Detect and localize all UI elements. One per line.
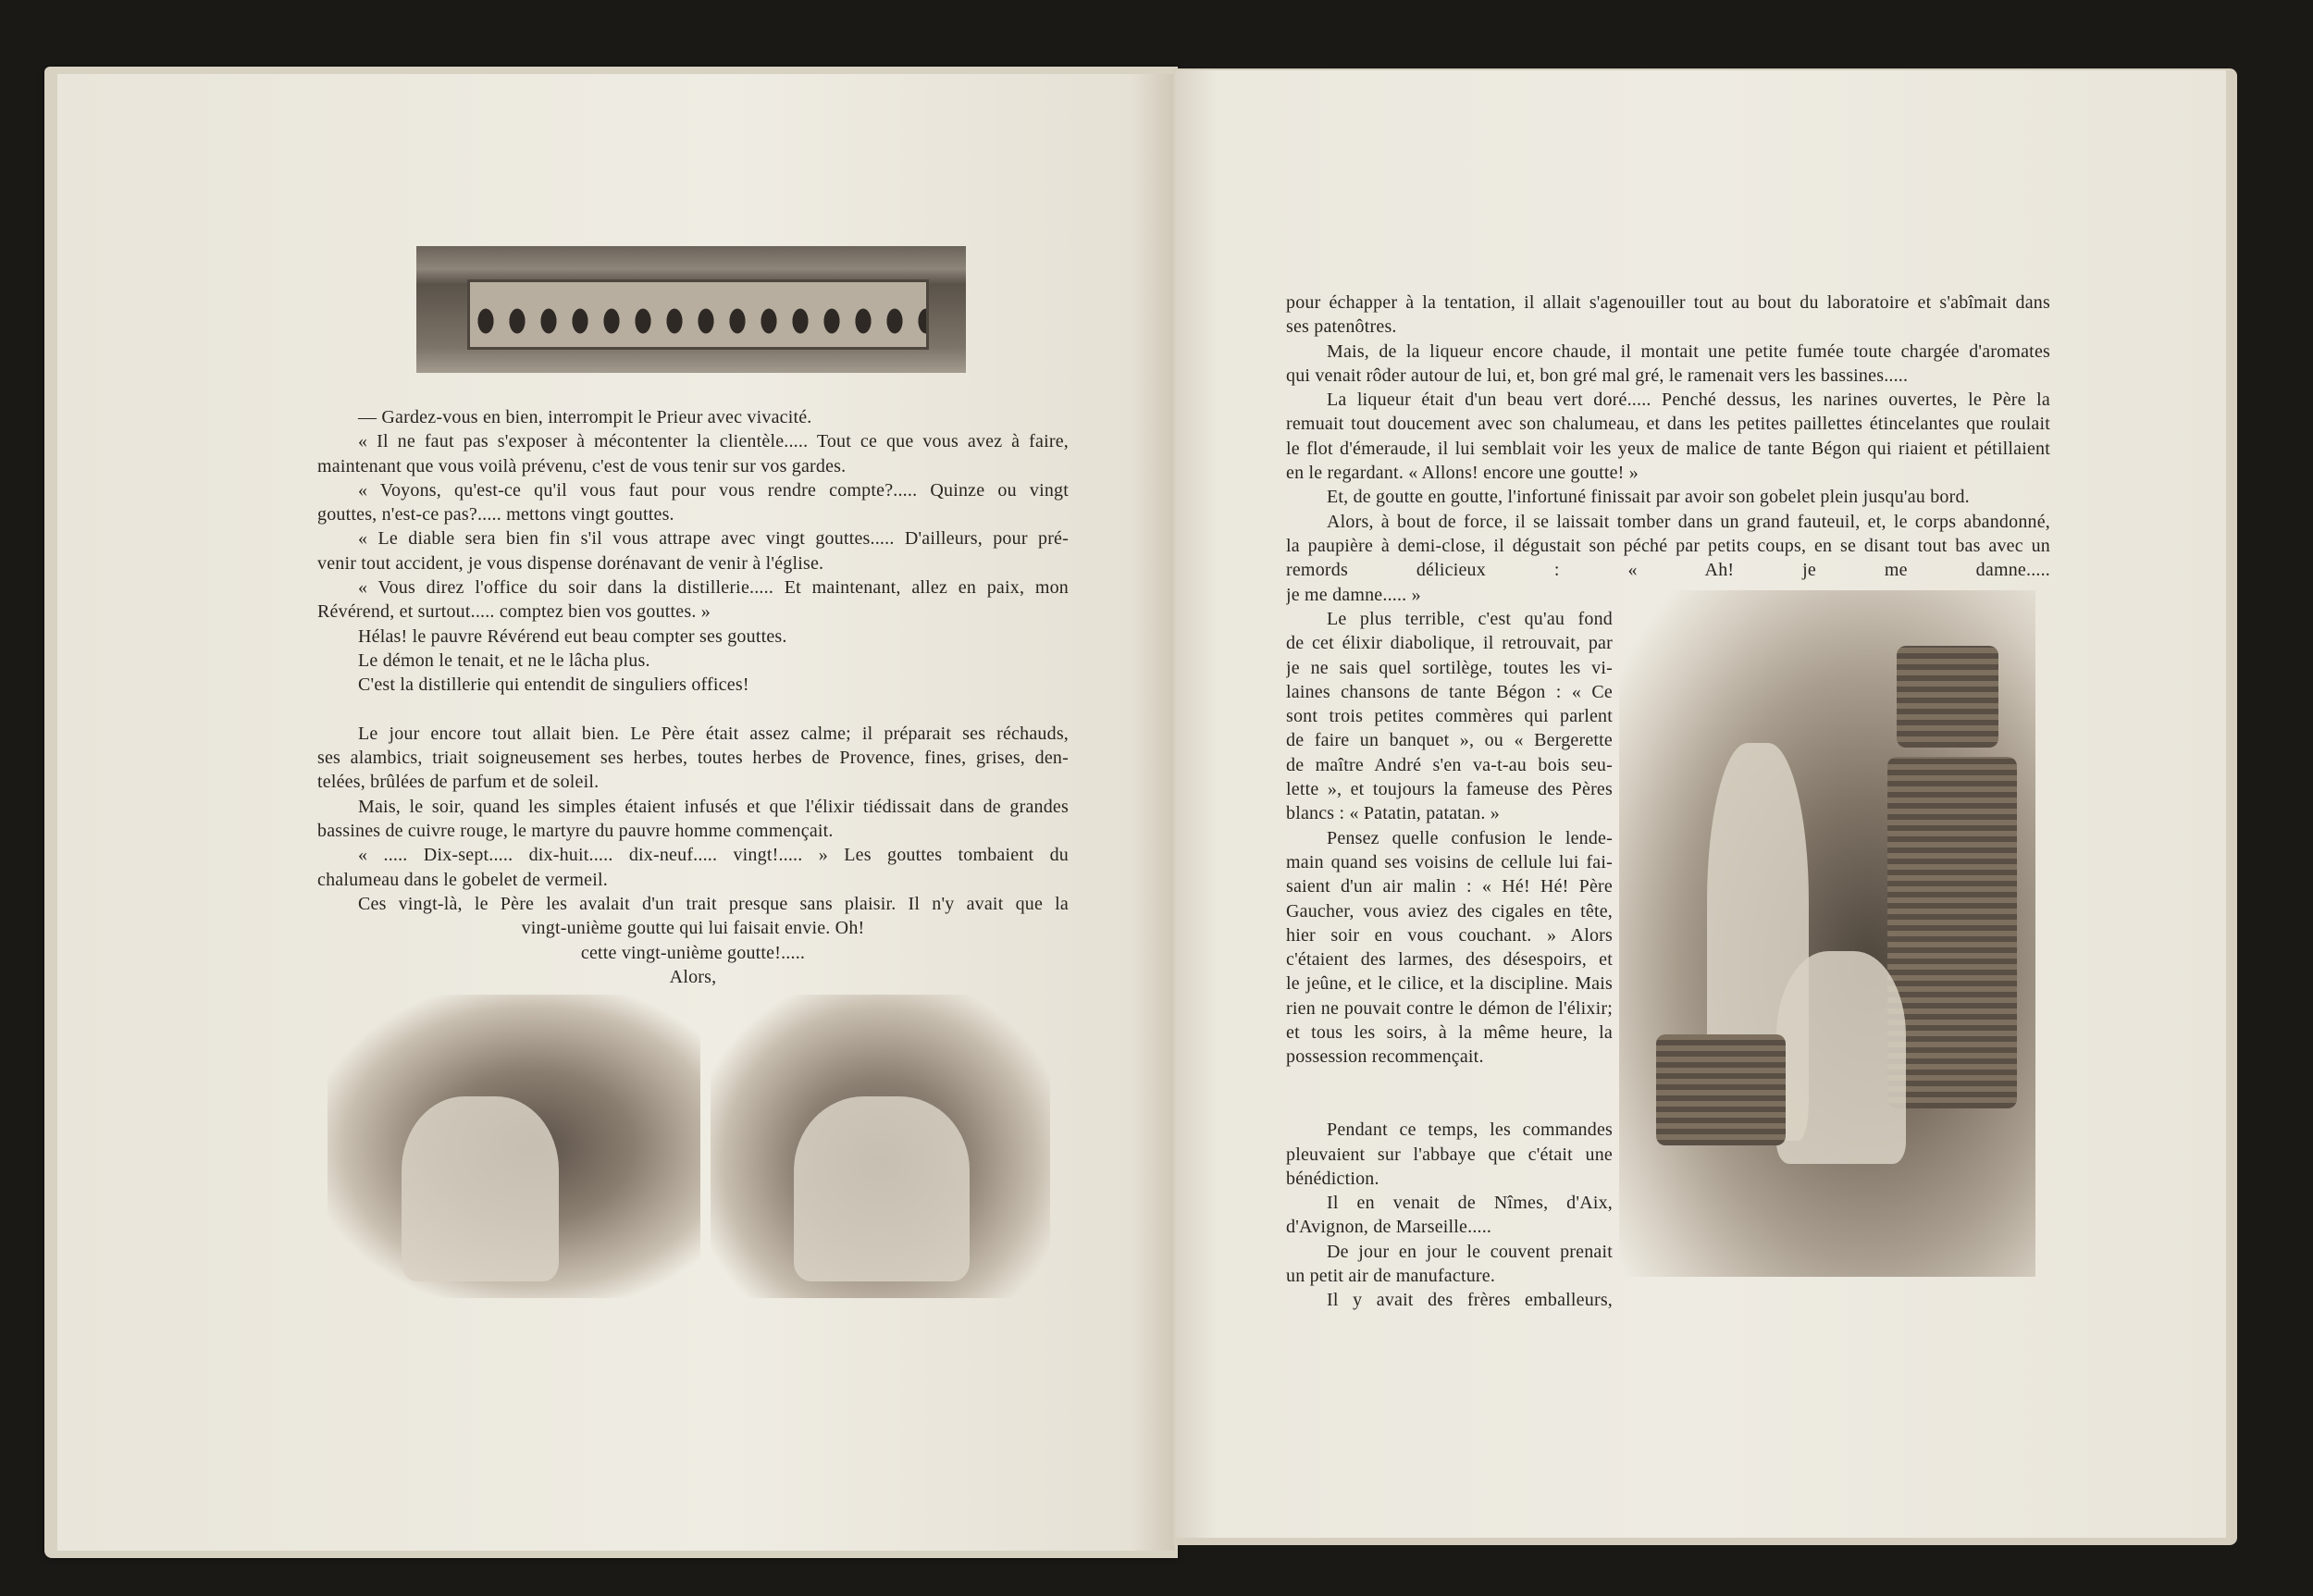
text-line: ses alambics, triait soigneusement ses herbes, toutes herbes de Provence, fines, grises, den- — [317, 748, 1069, 769]
text-line: bassines de cuivre rouge, le martyre du pauvre homme commençait. — [317, 821, 834, 842]
paragraph — [317, 795, 1069, 844]
photo-monk-drinking — [328, 995, 700, 1298]
text-line: maintenant que vous voilà prévenu, c'est de vous tenir sur vos gardes. — [317, 455, 847, 476]
right-page-text-wide — [1286, 291, 2050, 607]
text-line: remords délicieux : « Ah! je me damne..... — [1286, 560, 2050, 581]
kneeling-monk-figure — [1776, 951, 1906, 1164]
paragraph — [1286, 826, 1613, 1070]
paragraph — [1286, 1240, 1613, 1289]
basket — [1656, 1034, 1786, 1145]
text-line: Hélas! le pauvre Révérend eut beau compter ses gouttes. — [358, 625, 787, 647]
paragraph-gap — [1286, 1094, 1613, 1118]
monk-figure — [402, 1096, 559, 1281]
basket — [1897, 646, 1998, 748]
paragraph — [317, 649, 1069, 673]
gothic-frieze-photo — [416, 246, 966, 373]
text-line: le flot d'émeraude, il lui semblait voir les yeux de malice de tante Bégon qui riaient et pétillaient — [1286, 438, 2050, 459]
text-line: ses patenôtres. — [1286, 316, 1397, 338]
text-line: main quand ses voisins de cellule lui fai- — [1286, 851, 1613, 872]
paragraph — [1286, 1191, 1613, 1240]
text-line: Ces vingt-là, le Père les avalait d'un trait presque sans plaisir. Il n'y avait que la — [358, 893, 1069, 914]
text-line: le jeûne, et le cilice, et la discipline. Mais — [1286, 973, 1613, 995]
text-line: cette vingt-unième goutte!..... — [580, 942, 806, 963]
text-line: de maître André s'en va-t-au bois seu- — [1286, 754, 1613, 775]
text-line: vingt-unième goutte qui lui faisait envie. Oh! — [521, 918, 865, 939]
paragraph — [317, 405, 1069, 429]
text-line: je me damne..... » — [1286, 584, 1421, 605]
paragraph — [317, 916, 1069, 989]
text-line: Pensez quelle confusion le lende- — [1327, 827, 1613, 848]
text-line: sont trois petites commères qui parlent — [1286, 706, 1613, 727]
paragraph — [1286, 291, 2050, 340]
text-line: Il y avait des frères emballeurs, — [1327, 1290, 1613, 1311]
text-line: Alors, — [669, 966, 717, 987]
paragraph-gap — [317, 698, 1069, 722]
text-line: qui venait rôder autour de lui, et, bon gré mal gré, le ramenait vers les bassines..... — [1286, 365, 1909, 386]
paragraph — [1286, 510, 2050, 607]
paragraph — [317, 526, 1069, 575]
text-line: Mais, le soir, quand les simples étaient infusés et que l'élixir tiédissait dans de grandes — [358, 796, 1069, 817]
text-line: pleuvaient sur l'abbaye que c'était une — [1286, 1144, 1613, 1165]
left-page-text — [317, 405, 1069, 989]
paragraph — [1286, 340, 2050, 389]
text-line: La liqueur était d'un beau vert doré..... Penché dessus, les narines ouvertes, le Père la — [1327, 390, 2050, 411]
text-line: saient d'un air malin : « Hé! Hé! Père — [1286, 876, 1613, 897]
text-line: telées, brûlées de parfum et de soleil. — [317, 772, 600, 793]
right-page-text-column — [1286, 607, 1613, 1313]
paragraph — [1286, 388, 2050, 485]
text-line: « Il ne faut pas s'exposer à mécontenter la clientèle..... Tout ce que vous avez à faire, — [358, 431, 1069, 452]
basket-stack — [1887, 757, 2017, 1108]
text-line: Il en venait de Nîmes, d'Aix, — [1327, 1193, 1613, 1214]
text-line: remuait tout doucement avec son chalumeau, et dans les petites paillettes étincelantes que roulait — [1286, 414, 2050, 435]
text-line: Alors, à bout de force, il se laissait tomber dans un grand fauteuil, et, le corps abandonné, — [1327, 511, 2050, 532]
text-line: C'est la distillerie qui entendit de singuliers offices! — [358, 674, 749, 696]
paragraph — [1286, 485, 2050, 509]
text-line: « Le diable sera bien fin s'il vous attrape avec vingt gouttes..... D'ailleurs, pour pré- — [358, 528, 1069, 550]
text-line: un petit air de manufacture. — [1286, 1266, 1496, 1287]
monk-figure — [794, 1096, 970, 1281]
text-line: De jour en jour le couvent prenait — [1327, 1241, 1613, 1262]
paragraph — [1286, 1118, 1613, 1191]
text-line: venir tout accident, je vous dispense dorénavant de venir à l'église. — [317, 552, 824, 574]
text-line: chalumeau dans le gobelet de vermeil. — [317, 869, 608, 890]
photo-monk-asleep — [711, 995, 1050, 1298]
text-line: rien ne pouvait contre le démon de l'élixir; — [1286, 997, 1613, 1019]
paragraph — [317, 429, 1069, 478]
text-line: la paupière à demi-close, il dégustait son péché par petits coups, en se disant tout bas avec un — [1286, 535, 2050, 556]
text-line: c'étaient des larmes, des désespoirs, et — [1286, 949, 1613, 971]
photo-monks-in-distillery — [1619, 590, 2035, 1277]
text-line: blancs : « Patatin, patatan. » — [1286, 803, 1500, 824]
paragraph — [317, 722, 1069, 795]
text-line: Gaucher, vous aviez des cigales en tête, — [1286, 900, 1613, 922]
paragraph-gap — [1286, 1070, 1613, 1094]
text-line: Et, de goutte en goutte, l'infortuné finissait par avoir son gobelet plein jusqu'au bord. — [1327, 487, 1970, 508]
text-line: pour échapper à la tentation, il allait s'agenouiller tout au bout du laboratoire et s'abîmait dans — [1286, 292, 2050, 313]
paragraph — [317, 892, 1069, 916]
text-line: « Voyons, qu'est-ce qu'il vous faut pour vous rendre compte?..... Quinze ou vingt — [358, 479, 1069, 501]
paragraph — [317, 843, 1069, 892]
text-line: de faire un banquet », ou « Bergerette — [1286, 730, 1613, 751]
text-line: Le démon le tenait, et ne le lâcha plus. — [358, 650, 650, 671]
text-line: Le jour encore tout allait bien. Le Père était assez calme; il préparait ses réchauds, — [358, 723, 1069, 744]
text-line: possession recommençait. — [1286, 1046, 1484, 1068]
paragraph — [1286, 1288, 1613, 1312]
text-line: Pendant ce temps, les commandes — [1327, 1120, 1613, 1141]
text-line: de cet élixir diabolique, il retrouvait, par — [1286, 633, 1613, 654]
text-line: hier soir en vous couchant. » Alors — [1286, 924, 1613, 946]
paragraph — [317, 478, 1069, 527]
text-line: Révérend, et surtout..... comptez bien vos gouttes. » — [317, 601, 711, 623]
paragraph — [317, 575, 1069, 625]
text-line: Le plus terrible, c'est qu'au fond — [1327, 609, 1613, 629]
text-line: je ne sais quel sortilège, toutes les vi- — [1286, 657, 1613, 678]
text-line: Mais, de la liqueur encore chaude, il montait une petite fumée toute chargée d'aromates — [1327, 340, 2050, 362]
text-line: en le regardant. « Allons! encore une goutte! » — [1286, 463, 1639, 484]
text-line: gouttes, n'est-ce pas?..... mettons vingt gouttes. — [317, 504, 674, 526]
text-line: « Vous direz l'office du soir dans la distillerie..... Et maintenant, allez en paix, mon — [358, 577, 1069, 599]
text-line: — Gardez-vous en bien, interrompit le Prieur avec vivacité. — [358, 407, 812, 427]
text-line: lette », et toujours la fameuse des Pères — [1286, 779, 1613, 800]
text-line: laines chansons de tante Bégon : « Ce — [1286, 681, 1613, 702]
text-line: bénédiction. — [1286, 1168, 1379, 1189]
text-line: d'Avignon, de Marseille..... — [1286, 1217, 1492, 1238]
text-line: « ..... Dix-sept..... dix-huit..... dix-neuf..... vingt!..... » Les gouttes tombaient du — [358, 845, 1069, 866]
text-line: et tous les soirs, à la même heure, la — [1286, 1022, 1613, 1044]
paragraph — [317, 673, 1069, 697]
paragraph — [1286, 607, 1613, 826]
tracery-lattice — [467, 279, 929, 350]
paragraph — [317, 625, 1069, 649]
